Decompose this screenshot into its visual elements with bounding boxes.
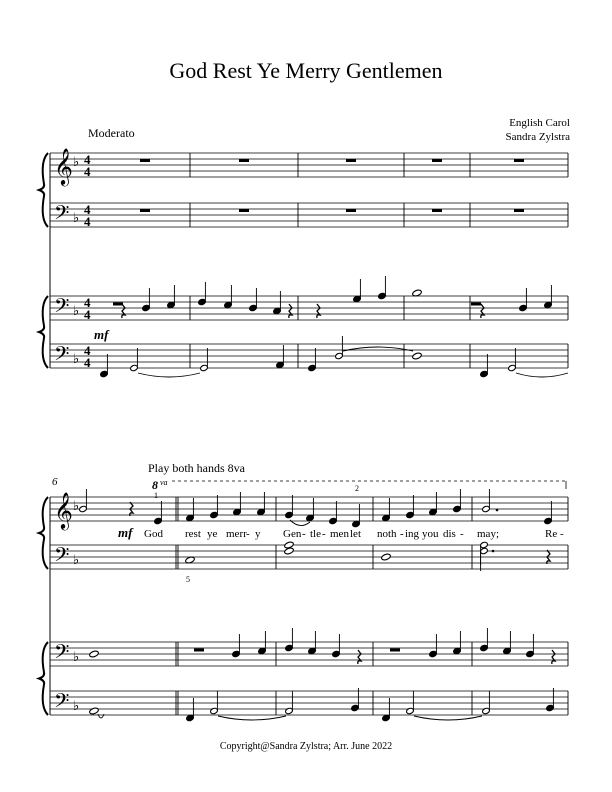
lyric-syllable: tle xyxy=(310,528,321,540)
lyric-syllable: - xyxy=(460,528,464,540)
ottava-suffix: va xyxy=(160,478,168,487)
key-signature-flat: ♭ xyxy=(73,498,80,513)
key-signature-flat: ♭ xyxy=(73,649,80,664)
slur xyxy=(138,373,200,377)
lyric-syllable: merr xyxy=(226,528,247,540)
rest xyxy=(471,303,481,306)
measure-number: 6 xyxy=(52,476,58,488)
composer-line-1: English Carol xyxy=(509,117,570,129)
lyric-syllable: - xyxy=(400,528,404,540)
bass-clef-icon: 𝄢 xyxy=(54,642,70,668)
rest xyxy=(390,649,400,652)
brace xyxy=(39,497,48,569)
fingering-number: 2 xyxy=(355,484,359,493)
key-signature-flat: ♭ xyxy=(73,303,80,318)
dot xyxy=(492,550,495,553)
lyric-syllable: - xyxy=(322,528,326,540)
dot xyxy=(496,509,499,512)
quarter-rest xyxy=(481,304,484,318)
key-signature-flat: ♭ xyxy=(73,698,80,713)
rest xyxy=(140,159,150,162)
treble-clef-icon: 𝄞 xyxy=(54,492,73,528)
key-signature-flat: ♭ xyxy=(73,552,80,567)
open-note-head xyxy=(89,707,99,715)
time-signature-bottom: 4 xyxy=(84,214,91,229)
bass-clef-icon: 𝄢 xyxy=(54,545,70,571)
quarter-rest xyxy=(358,650,361,664)
key-signature-flat: ♭ xyxy=(73,154,80,169)
tempo-marking: Moderato xyxy=(88,126,135,140)
quarter-rest xyxy=(552,650,555,664)
rest xyxy=(432,209,442,212)
time-signature-top: 4 xyxy=(84,295,91,310)
quarter-rest xyxy=(122,304,125,318)
lyric-syllable: - xyxy=(560,528,564,540)
open-note-head xyxy=(412,352,422,360)
rest xyxy=(194,649,204,652)
lyric-syllable: let xyxy=(350,528,361,540)
bass-clef-icon: 𝄢 xyxy=(54,344,70,370)
bass-clef-icon: 𝄢 xyxy=(54,203,70,229)
lyric-syllable: rest xyxy=(185,528,201,540)
brace xyxy=(39,296,48,368)
treble-clef-icon: 𝄞 xyxy=(54,148,73,184)
composer-line-2: Sandra Zylstra xyxy=(505,131,570,143)
lyric-syllable: Gen xyxy=(283,528,302,540)
slur xyxy=(414,716,482,720)
time-signature-top: 4 xyxy=(84,202,91,217)
fingering-number: 1 xyxy=(154,491,158,500)
slur xyxy=(516,373,568,377)
rest xyxy=(239,209,249,212)
rest xyxy=(140,209,150,212)
lyric-syllable: - xyxy=(246,528,250,540)
lyric-syllable: y xyxy=(255,528,261,540)
rest xyxy=(514,159,524,162)
brace xyxy=(39,642,48,715)
lyric-syllable: ing xyxy=(405,528,420,540)
bass-clef-icon: 𝄢 xyxy=(54,296,70,322)
time-signature-bottom: 4 xyxy=(84,164,91,179)
lyric-syllable: God xyxy=(144,528,163,540)
bass-clef-icon: 𝄢 xyxy=(54,691,70,717)
lyric-syllable: you xyxy=(422,528,439,540)
time-signature-top: 4 xyxy=(84,343,91,358)
quarter-rest xyxy=(317,304,320,318)
lyric-syllable: dis xyxy=(443,528,456,540)
dynamic-mf: mf xyxy=(118,525,133,540)
time-signature-top: 4 xyxy=(84,152,91,167)
performance-instruction: Play both hands 8va xyxy=(148,461,245,475)
rest xyxy=(432,159,442,162)
lyric-syllable: may; xyxy=(477,528,499,540)
rest xyxy=(346,209,356,212)
rest xyxy=(514,209,524,212)
rest xyxy=(239,159,249,162)
brace xyxy=(39,153,48,227)
open-note-head xyxy=(381,553,391,561)
lyric-syllable: men xyxy=(330,528,349,540)
key-signature-flat: ♭ xyxy=(73,210,80,225)
key-signature-flat: ♭ xyxy=(73,351,80,366)
rest xyxy=(346,159,356,162)
copyright-footer: Copyright@Sandra Zylstra; Arr. June 2022 xyxy=(219,741,393,752)
lyric-syllable: ye xyxy=(207,528,218,540)
open-note-head xyxy=(89,650,99,658)
lyric-syllable: Re xyxy=(545,528,558,540)
lyric-syllable: - xyxy=(302,528,306,540)
ottava-mark: 8 xyxy=(152,478,158,492)
rest xyxy=(113,303,123,306)
lyric-syllable: noth xyxy=(377,528,397,540)
time-signature-bottom: 4 xyxy=(84,355,91,370)
quarter-rest xyxy=(289,304,292,318)
time-signature-bottom: 4 xyxy=(84,307,91,322)
slur xyxy=(218,716,286,720)
page-title: God Rest Ye Merry Gentlemen xyxy=(169,58,443,83)
fingering-number: 5 xyxy=(186,575,190,584)
dynamic-mf: mf xyxy=(94,327,109,342)
